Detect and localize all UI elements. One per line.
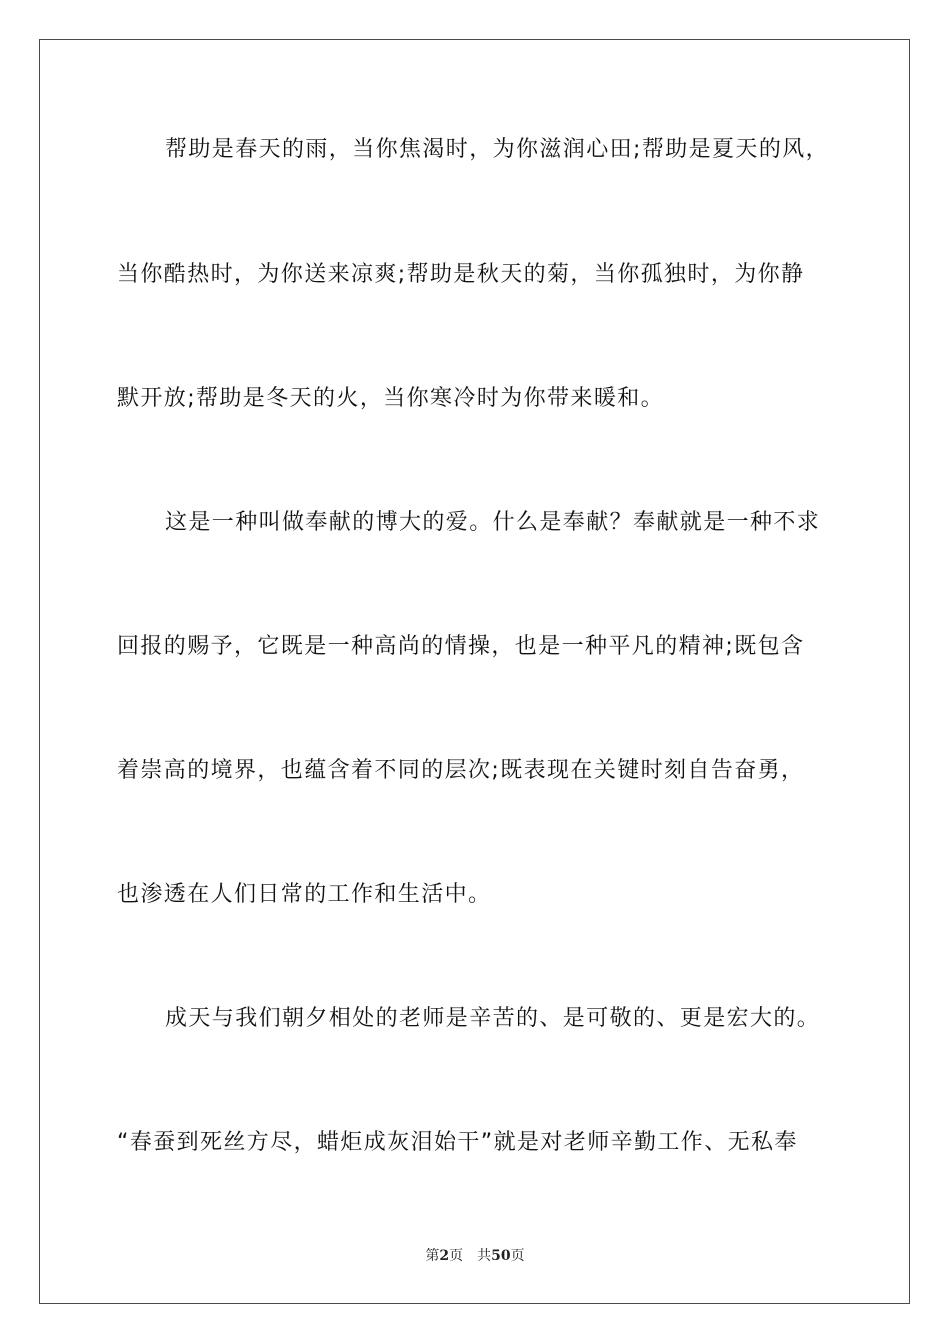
paragraph-line: 这是一种叫做奉献的博大的爱。什么是奉献？奉献就是一种不求 — [165, 510, 821, 535]
page-number: 2 — [439, 1248, 450, 1264]
total-suffix: 页 — [510, 1248, 525, 1264]
page-prefix: 第 — [425, 1248, 440, 1264]
total-prefix: 共 — [477, 1248, 492, 1264]
total-pages: 50 — [491, 1248, 511, 1264]
page-border — [39, 39, 910, 1304]
page-footer — [0, 1247, 950, 1265]
paragraph-line: 着崇高的境界，也蕴含着不同的层次;既表现在关键时刻自告奋勇， — [117, 758, 805, 783]
paragraph-line: 也渗透在人们日常的工作和生活中。 — [117, 882, 492, 907]
page-suffix: 页 — [449, 1248, 464, 1264]
paragraph-line: 默开放;帮助是冬天的火，当你寒冷时为你带来暖和。 — [117, 386, 665, 411]
paragraph-line: 回报的赐予，它既是一种高尚的情操，也是一种平凡的精神;既包含 — [117, 634, 805, 659]
paragraph-line: “春蚕到死丝方尽，蜡炬成灰泪始干”就是对老师辛勤工作、无私奉 — [117, 1130, 798, 1155]
paragraph-line: 成天与我们朝夕相处的老师是辛苦的、是可敬的、更是宏大的。 — [165, 1006, 821, 1031]
paragraph-line: 帮助是春天的雨，当你焦渴时，为你滋润心田;帮助是夏天的风， — [165, 137, 830, 162]
paragraph-line: 当你酷热时，为你送来凉爽;帮助是秋天的菊，当你孤独时，为你静 — [117, 262, 805, 287]
